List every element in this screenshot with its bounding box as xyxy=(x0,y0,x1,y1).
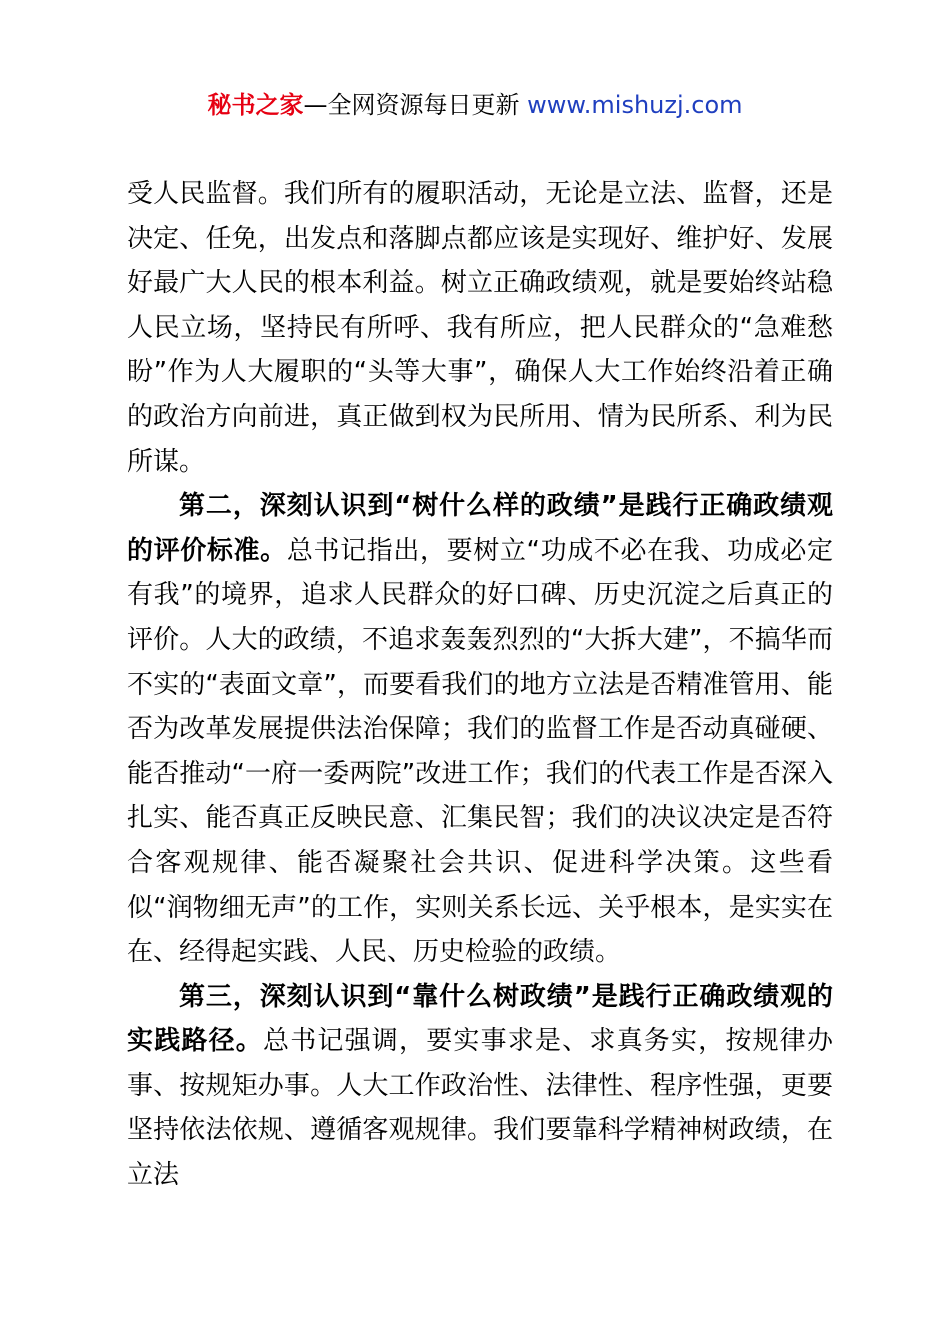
page-header xyxy=(0,88,950,122)
paragraph-3-text: 总书记强调，要实事求是、求真务实，按规律办事、按规矩办事。人大工作政治性、法律性、程序性强，更要坚持依法依规、遵循客观规律。我们要靠科学精神树政绩，在立法 xyxy=(127,1026,833,1191)
paragraph-2 xyxy=(127,484,833,975)
paragraph-2-text: 总书记指出，要树立“功成不必在我、功成必定有我”的境界，追求人民群众的好口碑、历史沉淀之后真正的评价。人大的政绩，不追求轰轰烈烈的“大拆大建”，不搞华而不实的“表面文章”，而要看我们的地方立法是否精准管用、能否为改革发展提供法治保障；我们的监督工作是否动真碰硬、能否推动“一府一委两院”改进工作；我们的代表工作是否深入扎实、能否真正反映民意、汇集民智；我们的决议决定是否符合客观规律、能否凝聚社会共识、促进科学决策。这些看似“润物细无声”的工作，实则关系长远、关乎根本，是实实在在、经得起实践、人民、历史检验的政绩。 xyxy=(127,535,833,968)
document-body xyxy=(127,172,833,1198)
header-url[interactable]: www.mishuzj.com xyxy=(527,91,743,119)
header-tagline: —全网资源每日更新 xyxy=(303,91,528,119)
paragraph-1 xyxy=(127,172,833,484)
header-brand: 秘书之家 xyxy=(207,91,304,119)
paragraph-3-lead: 第三，深刻认识到“靠什么树政绩”是践行正确政绩观的实践路径。 xyxy=(127,981,833,1057)
paragraph-2-lead: 第二，深刻认识到“树什么样的政绩”是践行正确政绩观的评价标准。 xyxy=(127,491,833,566)
paragraph-3 xyxy=(127,975,833,1198)
paragraph-1-text: 受人民监督。我们所有的履职活动，无论是立法、监督，还是决定、任免，出发点和落脚点都应该是实现好、维护好、发展好最广大人民的根本利益。树立正确政绩观，就是要始终站稳人民立场，坚持民有所呼、我有所应，把人民群众的“急难愁盼”作为人大履职的“头等大事”，确保人大工作始终沿着正确的政治方向前进，真正做到权为民所用、情为民所系、利为民所谋。 xyxy=(127,179,833,477)
